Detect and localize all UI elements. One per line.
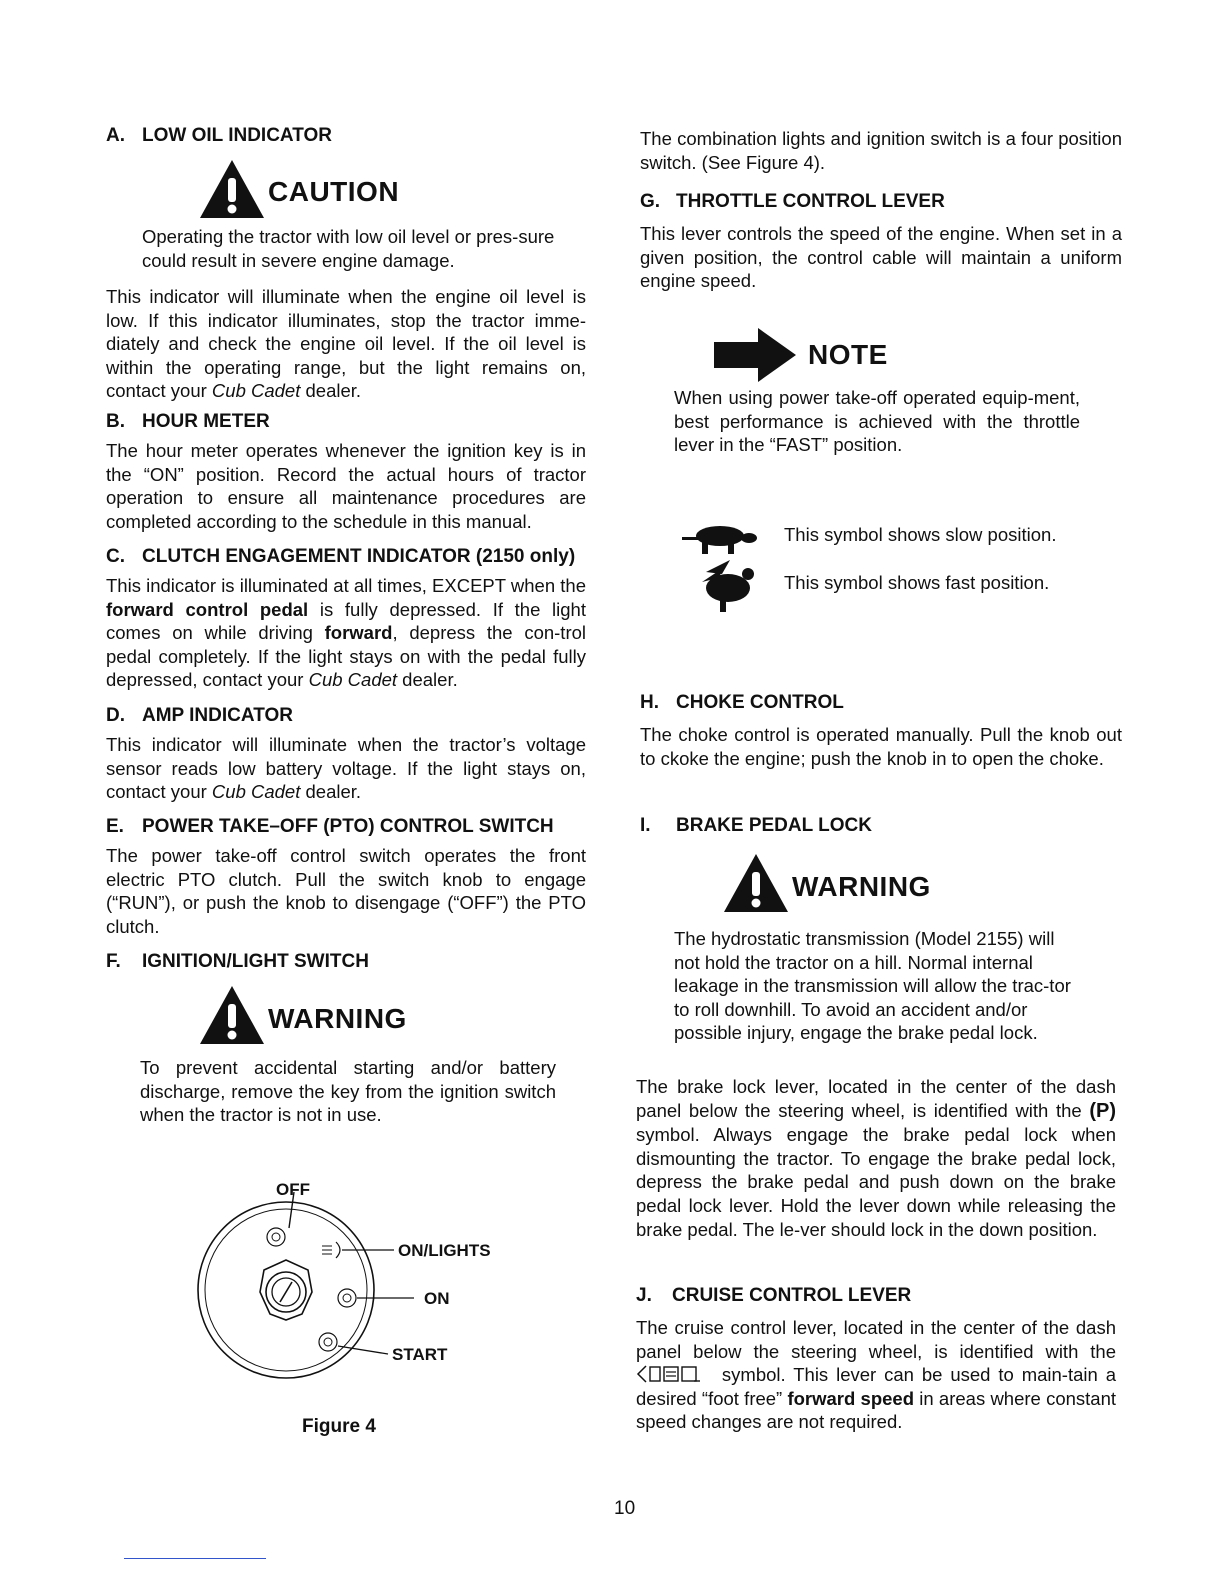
warning-label: WARNING (268, 1003, 407, 1034)
caution-text: Operating the tractor with low oil level or pres-sure could result in severe engine damage. (142, 226, 555, 271)
section-i-heading: I. BRAKE PEDAL LOCK (640, 815, 872, 836)
ignition-warning-text: To prevent accidental starting and/or battery discharge, remove the key from the ignition switch when the tractor is not in use. (140, 1057, 556, 1126)
section-h-heading: H. CHOKE CONTROL (640, 692, 844, 713)
rabbit-fast-icon (696, 556, 760, 616)
section-e-body: The power take-off control switch operates the front electric PTO clutch. Pull the switch knob to engage (“RUN”), or push the knob to disengage (“OFF”) the PTO clutch. (106, 845, 586, 937)
warning-triangle-icon (198, 984, 266, 1046)
label-start: START (392, 1345, 448, 1364)
section-c-heading: C. CLUTCH ENGAGEMENT INDICATOR (2150 only) (106, 546, 576, 567)
ignition-intro-text: The combination lights and ignition switch is a four position switch. (See Figure 4). (640, 128, 1122, 173)
section-a-heading: A. LOW OIL INDICATOR (106, 125, 332, 146)
section-j-body: The cruise control lever, located in the center of the dash panel below the steering wheel, is identified with the symbol. This lever can be used to main-tain a desired “foot free” forward speed in areas where constant speed changes are not required. (636, 1317, 1117, 1433)
warning-label: WARNING (792, 871, 931, 902)
brake-warning-text: The hydrostatic transmission (Model 2155) will not hold the tractor on a hill. Normal internal leakage in the transmission will allow the trac-tor to roll downhill. To avoid an accident and/or possible injury, engage the brake pedal lock. (674, 928, 1071, 1044)
caution-alert (198, 158, 399, 220)
section-h-body: The choke control is operated manually. Pull the knob out to ckoke the engine; push the knob in to open the choke. (640, 724, 1122, 769)
section-e-heading: E. POWER TAKE–OFF (PTO) CONTROL SWITCH (106, 816, 554, 837)
label-on: ON (424, 1289, 450, 1308)
section-j-heading: J. CRUISE CONTROL LEVER (636, 1285, 912, 1306)
section-b-body: The hour meter operates whenever the ignition key is in the “ON” position. Record the actual hours of tractor operation to ensure all maintenance procedures are completed according to the schedule in this manual. (106, 440, 586, 532)
cruise-control-icon (636, 1363, 714, 1385)
note-label: NOTE (808, 339, 888, 370)
brake-warning-alert (722, 852, 931, 914)
figure-caption: Figure 4 (302, 1416, 376, 1437)
ignition-switch-diagram (186, 1170, 526, 1400)
section-g-body: This lever controls the speed of the engine. When set in a given position, the control cable will maintain a uniform engine speed. (640, 223, 1122, 292)
label-on-lights: ON/LIGHTS (398, 1241, 491, 1260)
ignition-switch-figure (186, 1170, 526, 1400)
ignition-warning-alert (198, 984, 407, 1046)
note-alert (712, 326, 888, 384)
footer-rule (124, 1558, 266, 1559)
warning-triangle-icon (722, 852, 790, 914)
caution-label: CAUTION (268, 176, 400, 207)
section-a-body: This indicator will illuminate when the engine oil level is low. If this indicator illuminates, stop the tractor imme-diately and check the engine oil level. If the oil level is within the operating range, but the light remains on, contact your Cub Cadet dealer. (106, 286, 586, 402)
section-i-body: The brake lock lever, located in the center of the dash panel below the steering wheel, is identified with the (P) symbol. Always engage the brake pedal lock when dismounting the tractor. To engage the brake pedal lock, depress the brake pedal and push down on the brake pedal lock lever. Hold the lever down while releasing the brake pedal. The le-ver should lock in the down position. (636, 1076, 1116, 1240)
page-number: 10 (614, 1498, 636, 1519)
section-b-heading: B. HOUR METER (106, 411, 270, 432)
section-c-body: This indicator is illuminated at all times, EXCEPT when the forward control pedal is fully depressed. If the light comes on while driving forward, depress the con-trol pedal completely. If the light stays on with the pedal fully depressed, contact your Cub Cadet dealer. (106, 575, 587, 691)
parking-brake-symbol: (P) (1089, 1099, 1116, 1122)
turtle-slow-icon (680, 516, 762, 556)
section-g-heading: G. THROTTLE CONTROL LEVER (640, 191, 945, 212)
caution-triangle-icon (198, 158, 266, 220)
note-arrow-icon (712, 326, 798, 384)
slow-symbol-text: This symbol shows slow position. (784, 524, 1057, 545)
section-d-body: This indicator will illuminate when the tractor’s voltage sensor reads low battery voltage. If the light stays on, contact your Cub Cadet dealer. (106, 734, 586, 803)
fast-symbol-text: This symbol shows fast position. (784, 572, 1050, 593)
section-f-heading: F. IGNITION/LIGHT SWITCH (106, 951, 369, 972)
note-text: When using power take-off operated equip-ment, best performance is achieved with the throttle lever in the “FAST” position. (674, 387, 1080, 456)
section-d-heading: D. AMP INDICATOR (106, 705, 293, 726)
label-off: OFF (276, 1180, 310, 1199)
